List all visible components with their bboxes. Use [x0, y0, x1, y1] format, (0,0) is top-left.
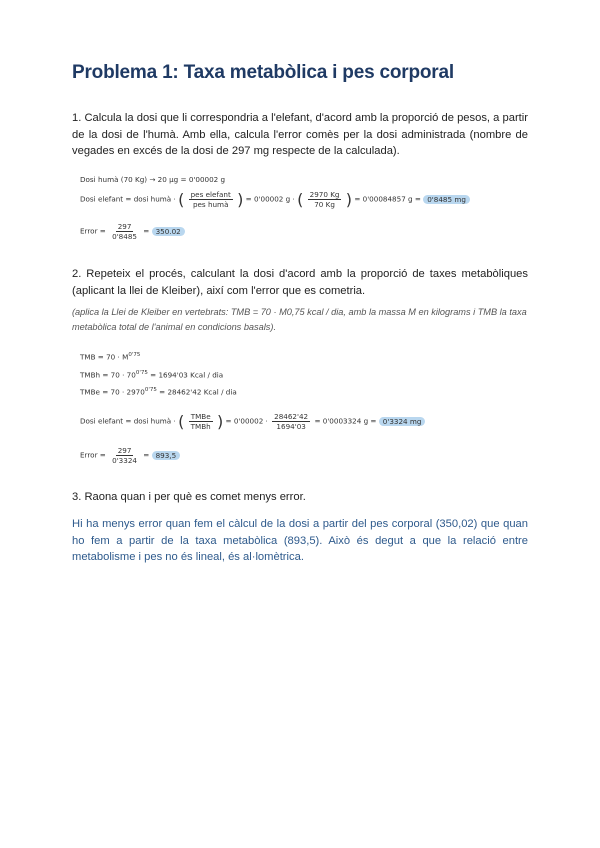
- question-3-answer: Hi ha menys error quan fem el càlcul de la dosi a partir del pes corporal (350,02) que quan ho fem a partir de la taxa metabòlica (893,5). Això és degut a que la relació entre metabolisme i pes no és lineal, és al·lomètrica.: [72, 518, 528, 563]
- q1-error-result: 350.02: [152, 227, 185, 236]
- tmbe-exponent: 0'75: [144, 387, 157, 393]
- fraction-denominator: pes humà: [192, 200, 229, 209]
- fraction-denominator: 1694'03: [276, 422, 306, 431]
- tmbh-result: = 1694'03 Kcal / dia: [150, 370, 224, 380]
- q2-error-line: [80, 446, 180, 465]
- paren-open: (: [297, 190, 304, 209]
- fraction-denominator: 70 Kg: [314, 200, 335, 209]
- q2-error-fraction: [110, 446, 139, 465]
- q1-weight-ratio-fraction: [189, 190, 233, 209]
- q2-error-result: 893,5: [152, 451, 181, 460]
- error-equals: =: [143, 226, 150, 236]
- kleiber-note: (aplica la Llei de Kleiber en vertebrats: TMB = 70 · M0,75 kcal / dia, amb la massa M en kilograms i TMB la taxa metabòlica total de l'animal en condicions basals).: [72, 307, 527, 332]
- paren-open: (: [178, 190, 185, 209]
- question-3-text: 3. Raona quan i per què es comet menys error.: [72, 491, 306, 503]
- q1-dose-left: Dosi elefant = dosi humà ·: [80, 194, 176, 204]
- fraction-numerator: pes elefant: [190, 190, 231, 199]
- q1-mass-fraction: [308, 190, 342, 209]
- q1-dose-result: 0'8485 mg: [423, 195, 470, 204]
- q1-work-line-1: Dosi humà (70 Kg) → 20 µg = 0'00002 g: [80, 175, 226, 184]
- q2-dose-left: Dosi elefant = dosi humà ·: [80, 416, 176, 426]
- paren-close: ): [345, 190, 353, 209]
- tmbe-result: = 28462'42 Kcal / dia: [159, 387, 237, 397]
- q2-tmb-ratio-fraction: [189, 412, 213, 431]
- q2-tmb-values-fraction: [272, 412, 310, 431]
- paren-open: (: [178, 412, 185, 431]
- q2-dose-right: = 0'0003324 g =: [314, 416, 377, 426]
- error-equals: =: [143, 450, 150, 460]
- fraction-denominator: 0'8485: [112, 232, 137, 241]
- fraction-numerator: TMBe: [190, 412, 211, 421]
- tmbh-exponent: 0'75: [135, 370, 148, 376]
- fraction-numerator: 297: [117, 446, 132, 455]
- fraction-denominator: TMBh: [190, 422, 211, 431]
- q2-tmb-formula: [80, 352, 140, 361]
- fraction-numerator: 2970 Kg: [309, 190, 340, 199]
- question-2-text: 2. Repeteix el procés, calculant la dosi d'acord amb la proporció de taxes metabòliques (aplicant la llei de Kleiber), així com l'error que es cometria.: [72, 268, 528, 297]
- q2-tmbh-line: [80, 370, 223, 379]
- q2-dose-result: 0'3324 mg: [379, 417, 426, 426]
- page-title: Problema 1: Taxa metabòlica i pes corporal: [72, 62, 454, 83]
- question-1-text: 1. Calcula la dosi que li correspondria a l'elefant, d'acord amb la proporció de pesos, a partir de la dosi de l'humà. Amb ella, calcula l'error comès per la dosi administrada (nombre de vegades en excés de la dosi de 297 mg respecte de la calculada).: [72, 112, 528, 157]
- tmb-exponent: 0'75: [128, 352, 141, 358]
- q1-error-fraction: [110, 222, 139, 241]
- paren-close: ): [217, 412, 224, 431]
- q2-tmbe-line: [80, 387, 237, 396]
- paren-close: ): [237, 190, 244, 209]
- tmbh-base: TMBh = 70 · 70: [80, 370, 136, 380]
- q2-dose-mid: = 0'00002 ·: [225, 416, 268, 426]
- fraction-denominator: 0'3324: [112, 456, 137, 465]
- q1-dose-mid: = 0'00002 g ·: [245, 194, 295, 204]
- error-label: Error =: [80, 450, 106, 460]
- tmb-base: TMB = 70 · M: [80, 352, 129, 362]
- q2-dose-line: [80, 412, 425, 431]
- error-label: Error =: [80, 226, 106, 236]
- q1-error-line: [80, 222, 185, 241]
- fraction-numerator: 28462'42: [274, 412, 309, 421]
- q1-work-line-2: [80, 190, 470, 209]
- tmbe-base: TMBe = 70 · 2970: [80, 387, 145, 397]
- q1-dose-right: = 0'00084857 g =: [354, 194, 421, 204]
- fraction-numerator: 297: [117, 222, 132, 231]
